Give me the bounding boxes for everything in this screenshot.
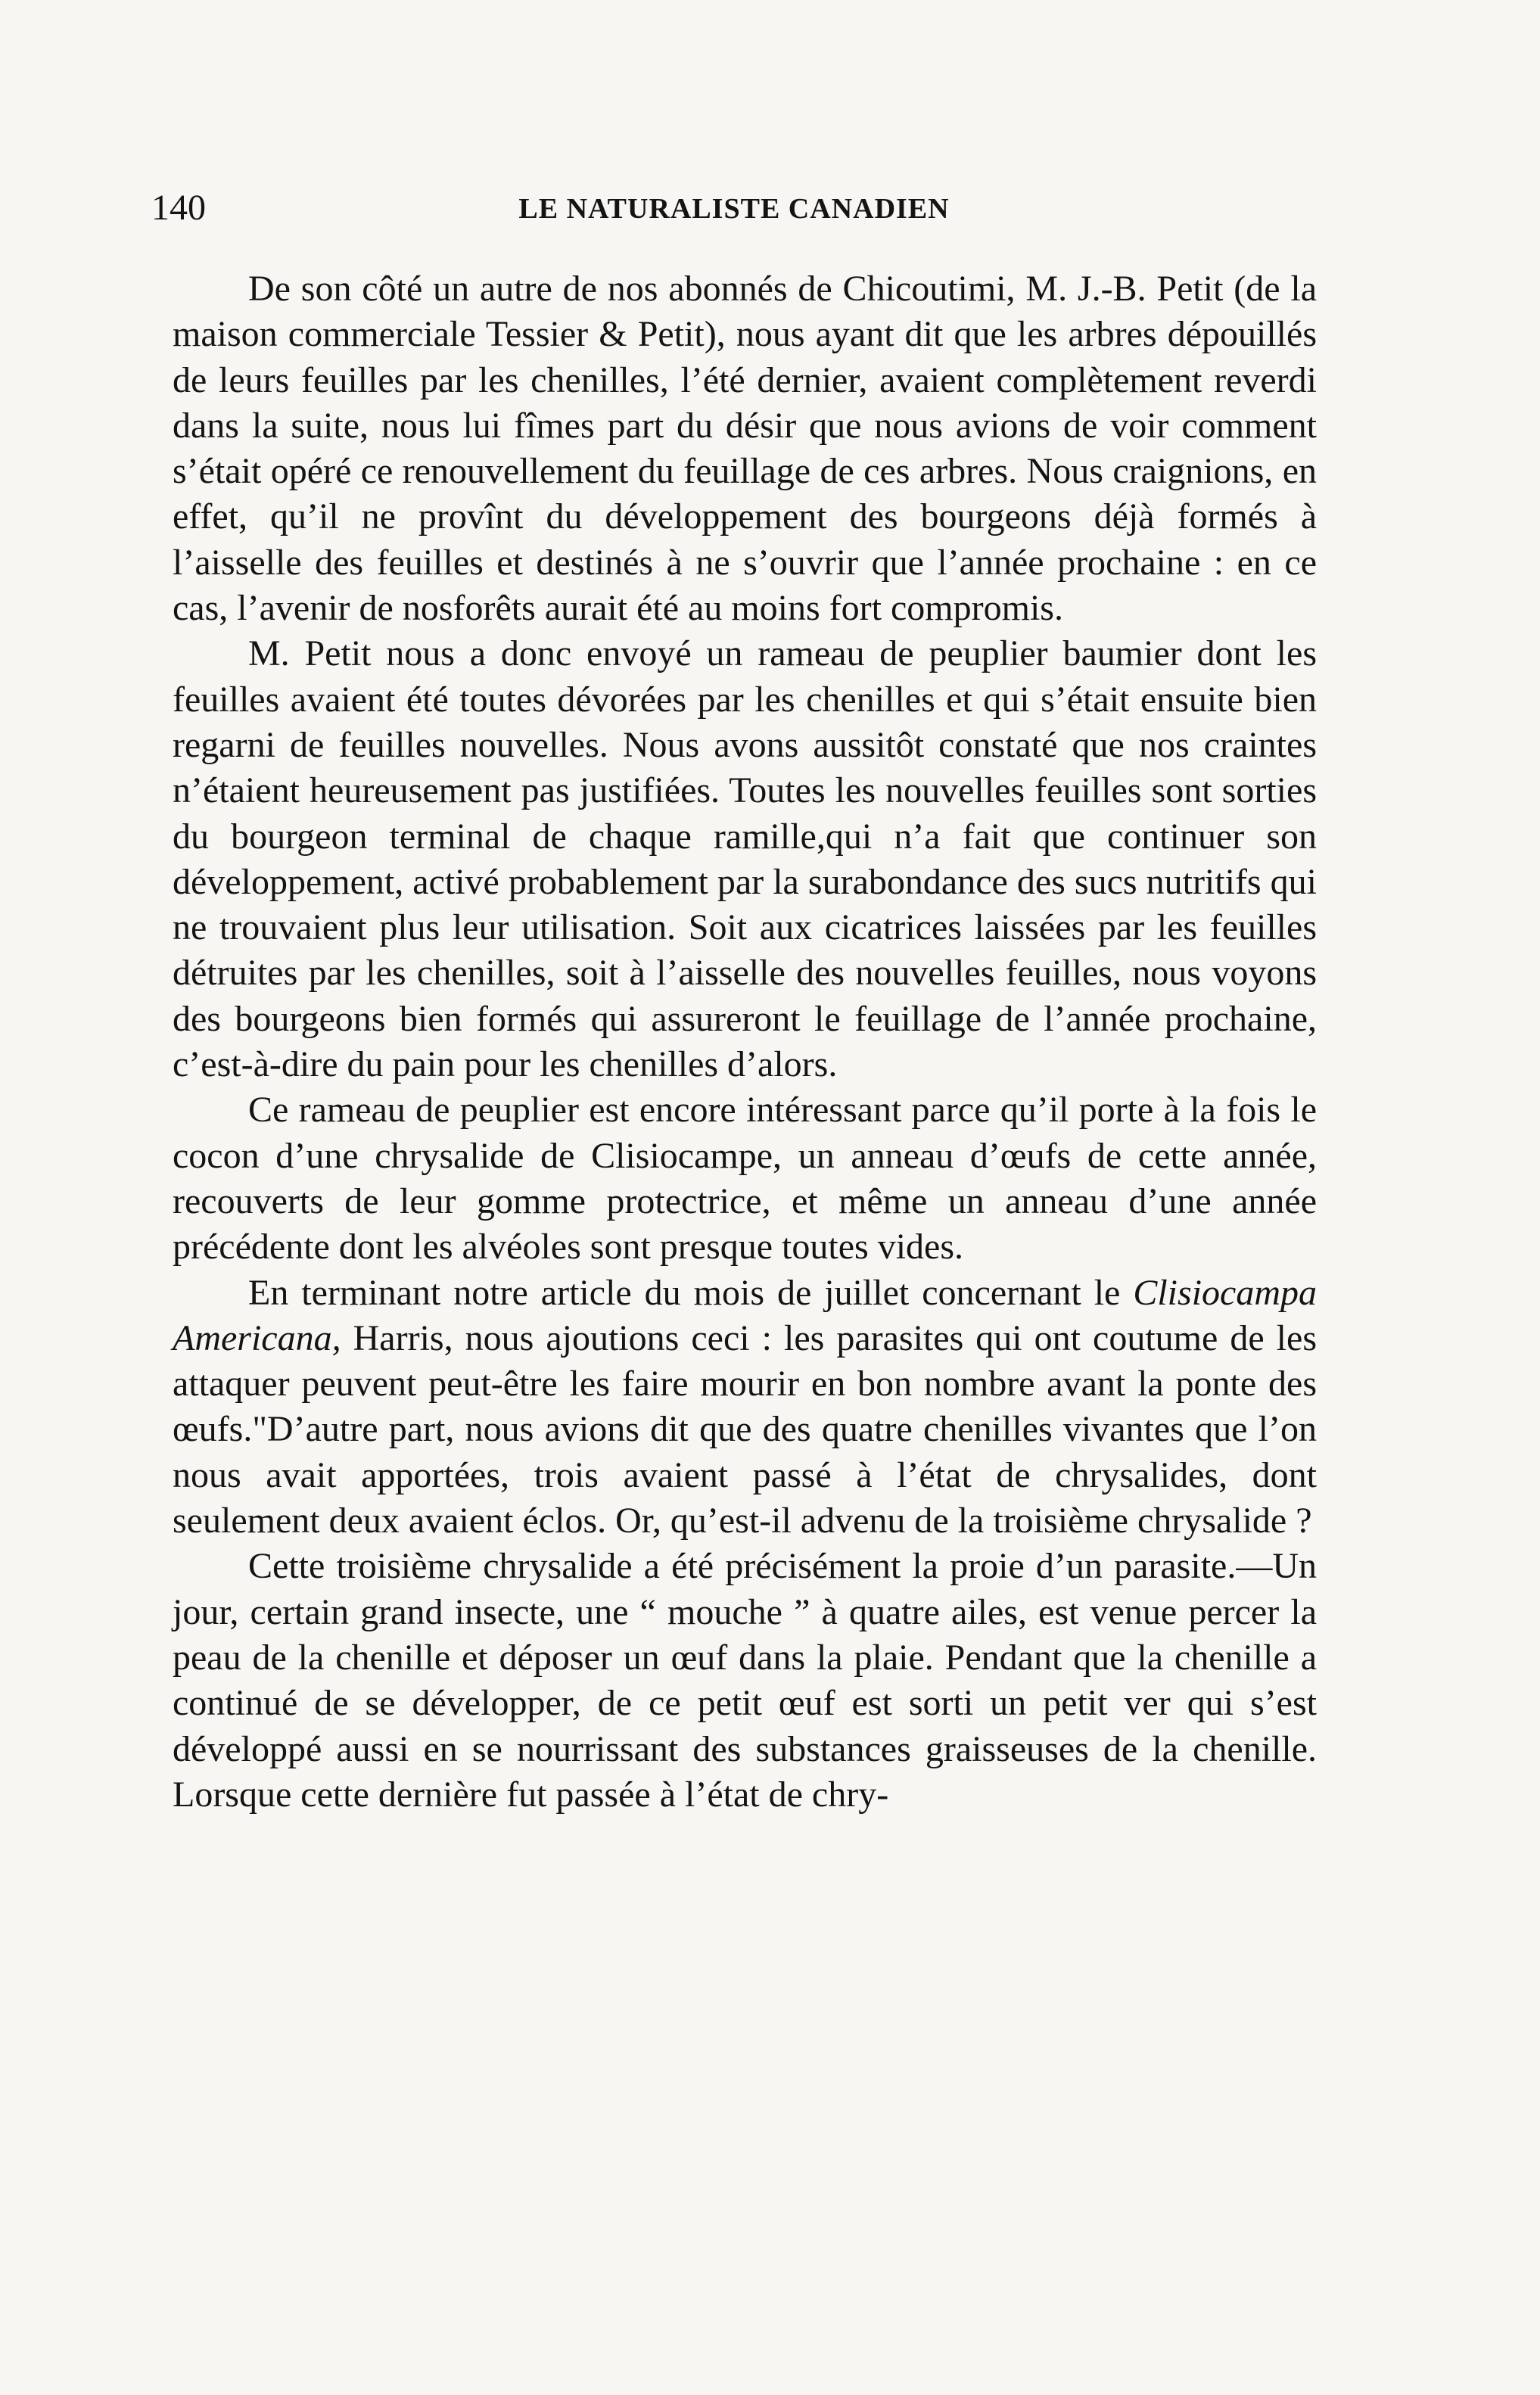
paragraph-clisiocampa-rest: Harris, nous ajoutions ceci : les parasites qui ont coutume de les attaquer peuvent peut-être les faire mourir en bon nombre avant la ponte des œufs."D’autre part, nous avions dit que des quatre chenilles vivantes que l’on nous avait apportées, trois avaient passé à l’état de chrysalides, dont seulement deux avaient éclos. Or, qu’est-il advenu de la troisième chrysalide ? (173, 1317, 1317, 1541)
paragraph-parasite: Cette troisième chrysalide a été précisément la proie d’un parasite.—Un jour, certain grand insecte, une “ mouche ” à quatre ailes, est venue percer la peau de la chenille et déposer un œuf dans la plaie. Pendant que la chenille a continué de se développer, de ce petit œuf est sorti un petit ver qui s’est développé aussi en se nourrissant des substances graisseuses de la chenille. Lorsque cette dernière fut passée à l’état de chry- (173, 1546, 1317, 1815)
species-name: Clisiocampa Americana, (173, 1272, 1317, 1358)
article-body (173, 266, 1317, 1818)
paragraph-clisiocampa-start: En terminant notre article du mois de juillet concernant le (248, 1272, 1134, 1313)
paragraph-abonne-chicoutimi: De son côté un autre de nos abonnés de Chicoutimi, M. J.-B. Petit (de la maison commerciale Tessier & Petit), nous ayant dit que les arbres dépouillés de leurs feuilles par les chenilles, l’été dernier, avaient complètement reverdi dans la suite, nous lui fîmes part du désir que nous avions de voir comment s’était opéré ce renouvellement du feuillage de ces arbres. Nous craignions, en effet, qu’il ne provînt du développement des bourgeons déjà formés à l’aisselle des feuilles et destinés à ne s’ouvrir que l’année prochaine : en ce cas, l’avenir de nosforêts aurait été au moins fort compromis. (173, 269, 1317, 629)
page-number: 140 (151, 188, 206, 228)
page-header (151, 185, 1317, 246)
paragraph-rameau-peuplier: M. Petit nous a donc envoyé un rameau de peuplier baumier dont les feuilles avaient été toutes dévorées par les chenilles et qui s’était ensuite bien regarni de feuilles nouvelles. Nous avons aussitôt constaté que nos craintes n’étaient heureusement pas justifiées. Toutes les nouvelles feuilles sont sorties du bourgeon terminal de chaque ramille,qui n’a fait que continuer son développement, activé probablement par la surabondance des sucs nutritifs qui ne trouvaient plus leur utilisation. Soit aux cicatrices laissées par les feuilles détruites par les chenilles, soit à l’aisselle des nouvelles feuilles, nous voyons des bourgeons bien formés qui assureront le feuillage de l’année prochaine, c’est-à-dire du pain pour les chenilles d’alors. (173, 633, 1317, 1085)
paragraph-cocon-chrysalide: Ce rameau de peuplier est encore intéressant parce qu’il porte à la fois le cocon d’une chrysalide de Clisiocampe, un anneau d’œufs de cette année, recouverts de leur gomme protectrice, et même un anneau d’une année précédente dont les alvéoles sont presque toutes vides. (173, 1090, 1317, 1267)
paragraph-clisiocampa (173, 1271, 1317, 1544)
running-title: LE NATURALISTE CANADIEN (518, 193, 950, 225)
